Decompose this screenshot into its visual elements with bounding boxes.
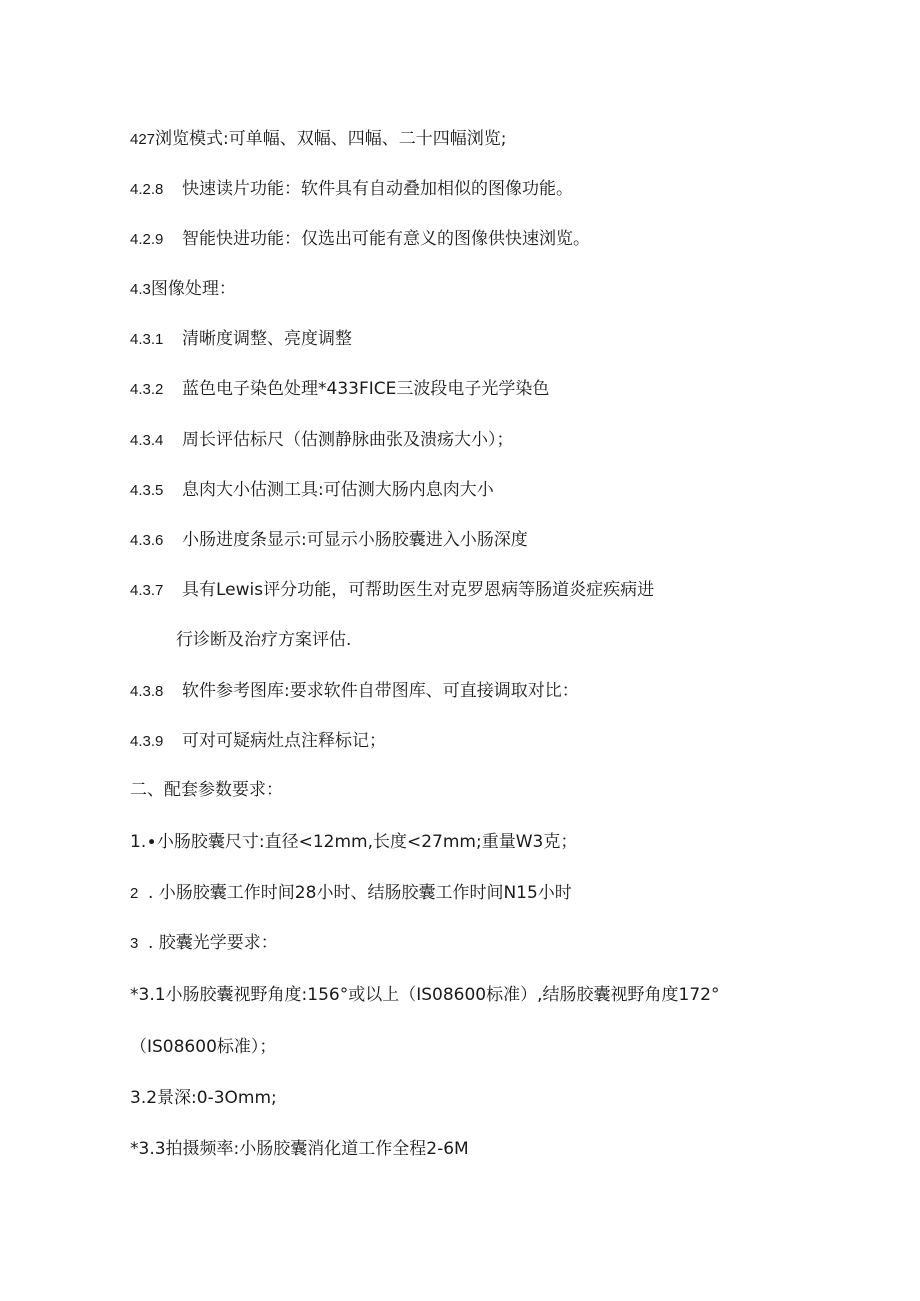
item-4-3-1	[130, 328, 352, 351]
item-text: 1.∙小肠胶囊尺寸:直径<12mm,长度<27mm;重量W3克；	[130, 832, 578, 852]
item-text: （IS08600标准）；	[130, 1037, 277, 1057]
param-3-3	[130, 1138, 469, 1160]
item-number: 3	[130, 935, 139, 952]
param-1	[130, 831, 577, 853]
item-number: 4.3.2	[130, 381, 164, 398]
item-number: 4.3.4	[130, 432, 164, 449]
item-text: 具有Lewis评分功能，可帮助医生对克罗恩病等肠道炎症疾病进	[182, 580, 655, 600]
item-number: 4.3	[130, 281, 151, 298]
item-number: 4.2.8	[130, 181, 164, 198]
item-4-3-9	[130, 730, 386, 753]
item-number: 4.3.8	[130, 683, 164, 700]
item-4-2-8	[130, 178, 573, 201]
item-text: . 胶囊光学要求：	[148, 933, 278, 953]
item-number: 4.3.1	[130, 331, 164, 348]
item-number: 4.2.9	[130, 231, 164, 248]
item-text: 清晰度调整、亮度调整	[182, 329, 352, 349]
item-text: 软件参考图库:要求软件自带图库、可直接调取对比：	[182, 681, 579, 701]
item-4-3-8	[130, 680, 579, 703]
item-4-3-4	[130, 429, 514, 452]
item-4-3-2	[130, 378, 549, 401]
param-3	[130, 932, 278, 955]
item-4-2-9	[130, 228, 590, 251]
item-text: 智能快进功能：仅选出可能有意义的图像供快速浏览。	[182, 229, 590, 249]
item-number: 2	[130, 885, 139, 902]
section-heading-supporting-params	[130, 779, 283, 801]
item-4-3-7	[130, 579, 654, 602]
item-4-2-7	[130, 128, 507, 151]
item-text: 快速读片功能：软件具有自动叠加相似的图像功能。	[182, 179, 573, 199]
item-number: 4.3.9	[130, 733, 164, 750]
item-text: 行诊断及治疗方案评估.	[176, 630, 352, 650]
item-number: 4.3.6	[130, 532, 164, 549]
item-4-3-6	[130, 529, 528, 552]
item-text: 二、配套参数要求：	[130, 780, 283, 800]
item-4-3-7-continuation	[176, 629, 351, 651]
item-text: 图像处理：	[150, 279, 236, 299]
item-text: 浏览模式:可单幅、双幅、四幅、二十四幅浏览;	[155, 129, 507, 149]
param-3-2	[130, 1087, 277, 1109]
item-4-3-5	[130, 479, 494, 502]
param-3-1-continuation	[130, 1036, 276, 1058]
item-text: . 小肠胶囊工作时间28小时、结肠胶囊工作时间N15小时	[148, 883, 572, 903]
item-number: 4.3.7	[130, 582, 164, 599]
item-text: 周长评估标尺（估测静脉曲张及溃疡大小）；	[182, 430, 514, 450]
item-number: 4.3.5	[130, 482, 164, 499]
item-number: 427	[130, 131, 156, 148]
item-text: 息肉大小估测工具:可估测大肠内息肉大小	[182, 480, 494, 500]
item-text: 小肠进度条显示:可显示小肠胶囊进入小肠深度	[182, 530, 528, 550]
item-text: *3.1小肠胶囊视野角度:156°或以上（IS08600标准）,结肠胶囊视野角度172°	[130, 985, 720, 1005]
section-heading-4-3	[130, 278, 236, 301]
param-3-1	[130, 984, 719, 1006]
item-text: 蓝色电子染色处理*433FICE三波段电子光学染色	[182, 379, 550, 399]
item-text: 可对可疑病灶点注释标记；	[182, 731, 386, 751]
item-text: 3.2景深:0-3Omm;	[130, 1088, 277, 1108]
item-text: *3.3拍摄频率:小肠胶囊消化道工作全程2-6M	[130, 1139, 469, 1159]
param-2	[130, 882, 572, 905]
